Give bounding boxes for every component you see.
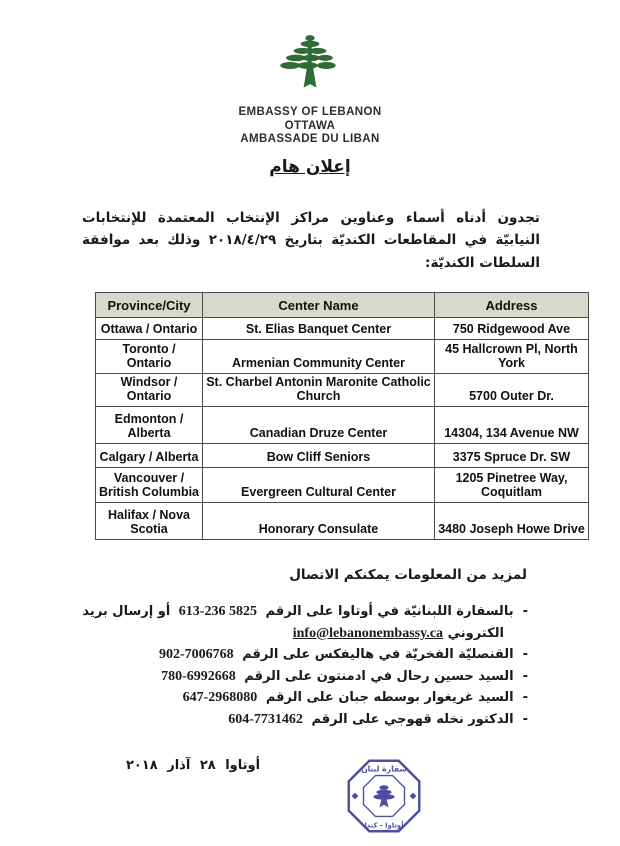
contact-item-edmonton (60, 666, 528, 688)
bullet-dash: - (522, 604, 528, 619)
election-centers-table (95, 292, 589, 540)
contact-text: القنصليّة الفخريّة في هاليفكس على الرقم (242, 647, 514, 662)
more-info-heading: لمزيد من المعلومات يمكنكم الاتصال (289, 567, 527, 583)
cell-center: St. Charbel Antonin Maronite Catholic Church (203, 374, 435, 407)
cell-center: Honorary Consulate (203, 503, 435, 540)
phone-number: 780-6992668 (161, 668, 236, 684)
col-header-address: Address (435, 293, 589, 318)
table-row (96, 318, 589, 340)
cell-province: Windsor / Ontario (96, 374, 203, 407)
intro-paragraph: تجدون أدناه أسماء وعناوين مراكز الإنتخاب المعتمدة للإنتخابات النيابيّة في المقاطعات الكنديّة بتاريخ ٢٠١٨/٤/٢٩ وذلك بعد موافقة السلطات الكنديّة: (82, 210, 540, 271)
stamp-cedar-icon (352, 785, 417, 807)
cell-center: Evergreen Cultural Center (203, 468, 435, 503)
contact-list (60, 601, 528, 730)
cell-province: Vancouver / British Columbia (96, 468, 203, 503)
cell-province: Calgary / Alberta (96, 444, 203, 468)
phone-number: 902-7006768 (159, 647, 234, 662)
bullet-dash: - (522, 711, 528, 727)
col-header-province: Province/City (96, 293, 203, 318)
contact-email-line (60, 623, 528, 645)
cell-address: 14304, 134 Avenue NW (435, 407, 589, 444)
stamp-bottom-text: أوتاوا - كندا (364, 821, 404, 830)
org-line-1: EMBASSY OF LEBANON (238, 106, 382, 118)
contact-text-cont: الكتروني (447, 625, 504, 641)
cedar-tree-logo (275, 24, 345, 100)
bullet-dash: - (522, 647, 528, 662)
cell-center: Bow Cliff Seniors (203, 444, 435, 468)
bullet-dash: - (522, 668, 528, 684)
contact-item-kahwaji (60, 709, 528, 731)
table-row (96, 503, 589, 540)
table-row (96, 444, 589, 468)
cell-province: Edmonton / Alberta (96, 407, 203, 444)
cell-center: St. Elias Banquet Center (203, 318, 435, 340)
org-line-2: OTTAWA (284, 119, 336, 132)
cell-center: Armenian Community Center (203, 340, 435, 374)
contact-text: السيد غريغوار بوسطه جبان على الرقم (265, 690, 514, 705)
contact-item-gregoire (60, 687, 528, 709)
contact-text: بالسفارة اللبنانيّة في أوتاوا على الرقم (265, 604, 514, 619)
table-row (96, 468, 589, 503)
bullet-dash: - (522, 690, 528, 705)
col-header-center: Center Name (203, 293, 435, 318)
cell-address: 3375 Spruce Dr. SW (435, 444, 589, 468)
cell-province: Ottawa / Ontario (96, 318, 203, 340)
cell-province: Toronto / Ontario (96, 340, 203, 374)
org-line-3: AMBASSADE DU LIBAN (240, 133, 380, 145)
stamp-top-text: سفارة لبنان (361, 764, 407, 774)
table-row (96, 340, 589, 374)
table-row (96, 374, 589, 407)
announcement-title: إعلان هام (269, 157, 351, 177)
document-date: أوتاوا ٢٨ آذار ٢٠١٨ (125, 758, 261, 773)
cell-province: Halifax / Nova Scotia (96, 503, 203, 540)
cell-center: Canadian Druze Center (203, 407, 435, 444)
cell-address: 45 Hallcrown Pl, North York (435, 340, 589, 374)
table-row (96, 407, 589, 444)
contact-item-halifax-consulate (60, 644, 528, 666)
org-block (0, 106, 620, 147)
cell-address: 5700 Outer Dr. (435, 374, 589, 407)
email-address: info@lebanonembassy.ca (292, 625, 444, 641)
cell-address: 1205 Pinetree Way, Coquitlam (435, 468, 589, 503)
table-header-row (96, 293, 589, 318)
cell-address: 3480 Joseph Howe Drive (435, 503, 589, 540)
embassy-stamp (342, 754, 426, 838)
phone-number: 613-236 5825 (178, 604, 257, 619)
contact-text: السيد حسين رحال في ادمنتون على الرقم (244, 668, 514, 684)
contact-item-embassy (60, 601, 528, 644)
cell-address: 750 Ridgewood Ave (435, 318, 589, 340)
phone-number: 647-2968080 (182, 690, 258, 705)
contact-text-after: أو إرسال بريد (82, 604, 171, 619)
contact-text: الدكتور نخله قهوجي على الرقم (311, 711, 514, 727)
phone-number: 604-7731462 (228, 711, 303, 727)
